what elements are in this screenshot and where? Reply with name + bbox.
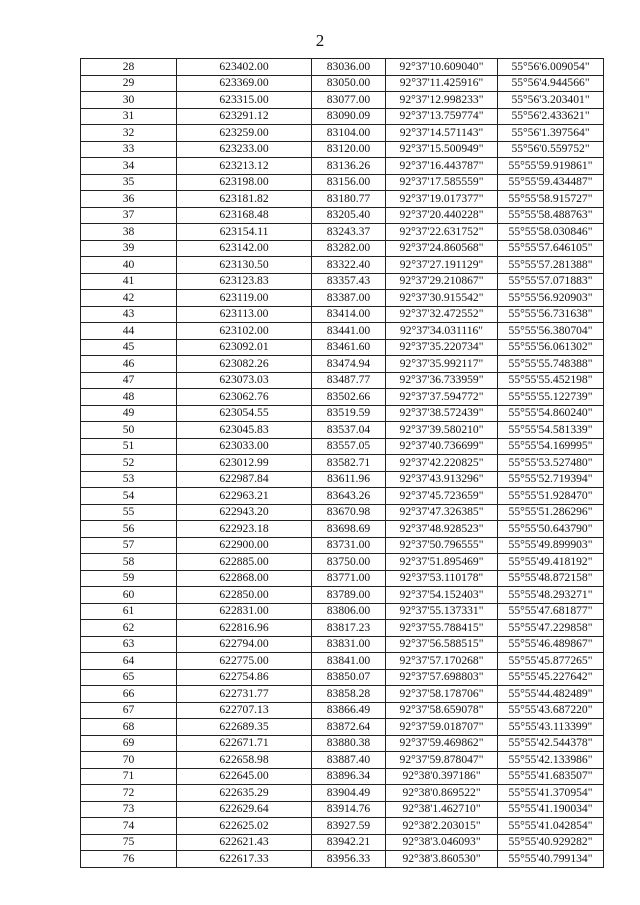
x-coordinate-cell: 622625.02 — [177, 818, 312, 835]
table-row — [81, 455, 604, 472]
x-coordinate-cell: 622850.00 — [177, 587, 312, 604]
longitude-cell: 92°38'2.203015" — [386, 818, 498, 835]
longitude-cell: 92°37'34.031116" — [386, 323, 498, 340]
latitude-cell: 55°55'43.113399" — [498, 719, 604, 736]
y-coordinate-cell: 83205.40 — [312, 207, 386, 224]
y-coordinate-cell: 83817.23 — [312, 620, 386, 637]
table-row — [81, 240, 604, 257]
latitude-cell: 55°55'56.731638" — [498, 306, 604, 323]
longitude-cell: 92°37'57.170268" — [386, 653, 498, 670]
x-coordinate-cell: 622923.18 — [177, 521, 312, 538]
longitude-cell: 92°37'42.220825" — [386, 455, 498, 472]
latitude-cell: 55°55'56.380704" — [498, 323, 604, 340]
longitude-cell: 92°37'19.017377" — [386, 191, 498, 208]
table-row — [81, 405, 604, 422]
table-row — [81, 504, 604, 521]
table-row — [81, 290, 604, 307]
table-row — [81, 224, 604, 241]
point-number-cell: 55 — [81, 504, 177, 521]
latitude-cell: 55°55'42.133986" — [498, 752, 604, 769]
latitude-cell: 55°55'40.929282" — [498, 834, 604, 851]
latitude-cell: 55°55'41.683507" — [498, 768, 604, 785]
latitude-cell: 55°55'52.719394" — [498, 471, 604, 488]
y-coordinate-cell: 83156.00 — [312, 174, 386, 191]
longitude-cell: 92°37'45.723659" — [386, 488, 498, 505]
y-coordinate-cell: 83582.71 — [312, 455, 386, 472]
point-number-cell: 74 — [81, 818, 177, 835]
longitude-cell: 92°37'17.585559" — [386, 174, 498, 191]
y-coordinate-cell: 83414.00 — [312, 306, 386, 323]
x-coordinate-cell: 623119.00 — [177, 290, 312, 307]
latitude-cell: 55°55'51.286296" — [498, 504, 604, 521]
table-row — [81, 587, 604, 604]
table-row — [81, 306, 604, 323]
longitude-cell: 92°37'56.588515" — [386, 636, 498, 653]
point-number-cell: 69 — [81, 735, 177, 752]
longitude-cell: 92°37'38.572439" — [386, 405, 498, 422]
x-coordinate-cell: 622900.00 — [177, 537, 312, 554]
table-row — [81, 372, 604, 389]
point-number-cell: 63 — [81, 636, 177, 653]
x-coordinate-cell: 622671.71 — [177, 735, 312, 752]
y-coordinate-cell: 83942.21 — [312, 834, 386, 851]
point-number-cell: 42 — [81, 290, 177, 307]
latitude-cell: 55°55'41.190034" — [498, 801, 604, 818]
table-row — [81, 686, 604, 703]
table-row — [81, 735, 604, 752]
latitude-cell: 55°55'46.489867" — [498, 636, 604, 653]
point-number-cell: 57 — [81, 537, 177, 554]
longitude-cell: 92°37'20.440228" — [386, 207, 498, 224]
x-coordinate-cell: 622963.21 — [177, 488, 312, 505]
x-coordinate-cell: 623291.12 — [177, 108, 312, 125]
point-number-cell: 60 — [81, 587, 177, 604]
latitude-cell: 55°55'47.229858" — [498, 620, 604, 637]
longitude-cell: 92°37'11.425916" — [386, 75, 498, 92]
longitude-cell: 92°37'16.443787" — [386, 158, 498, 175]
y-coordinate-cell: 83387.00 — [312, 290, 386, 307]
latitude-cell: 55°55'58.488763" — [498, 207, 604, 224]
x-coordinate-cell: 622885.00 — [177, 554, 312, 571]
longitude-cell: 92°37'43.913296" — [386, 471, 498, 488]
latitude-cell: 55°56'6.009054" — [498, 59, 604, 76]
latitude-cell: 55°55'54.860240" — [498, 405, 604, 422]
y-coordinate-cell: 83077.00 — [312, 92, 386, 109]
longitude-cell: 92°37'54.152403" — [386, 587, 498, 604]
x-coordinate-cell: 622775.00 — [177, 653, 312, 670]
latitude-cell: 55°55'59.919861" — [498, 158, 604, 175]
x-coordinate-cell: 622816.96 — [177, 620, 312, 637]
point-number-cell: 65 — [81, 669, 177, 686]
latitude-cell: 55°55'57.281388" — [498, 257, 604, 274]
y-coordinate-cell: 83090.09 — [312, 108, 386, 125]
table-row — [81, 554, 604, 571]
x-coordinate-cell: 622794.00 — [177, 636, 312, 653]
latitude-cell: 55°55'48.872158" — [498, 570, 604, 587]
y-coordinate-cell: 83120.00 — [312, 141, 386, 158]
point-number-cell: 75 — [81, 834, 177, 851]
y-coordinate-cell: 83670.98 — [312, 504, 386, 521]
y-coordinate-cell: 83487.77 — [312, 372, 386, 389]
y-coordinate-cell: 83698.69 — [312, 521, 386, 538]
x-coordinate-cell: 623033.00 — [177, 438, 312, 455]
point-number-cell: 35 — [81, 174, 177, 191]
x-coordinate-cell: 623102.00 — [177, 323, 312, 340]
longitude-cell: 92°37'24.860568" — [386, 240, 498, 257]
table-row — [81, 257, 604, 274]
table-row — [81, 570, 604, 587]
point-number-cell: 51 — [81, 438, 177, 455]
y-coordinate-cell: 83322.40 — [312, 257, 386, 274]
table-row — [81, 818, 604, 835]
latitude-cell: 55°55'41.370954" — [498, 785, 604, 802]
longitude-cell: 92°37'48.928523" — [386, 521, 498, 538]
table-row — [81, 768, 604, 785]
x-coordinate-cell: 622707.13 — [177, 702, 312, 719]
y-coordinate-cell: 83502.66 — [312, 389, 386, 406]
point-number-cell: 33 — [81, 141, 177, 158]
table-row — [81, 636, 604, 653]
table-row — [81, 669, 604, 686]
y-coordinate-cell: 83474.94 — [312, 356, 386, 373]
point-number-cell: 43 — [81, 306, 177, 323]
point-number-cell: 56 — [81, 521, 177, 538]
longitude-cell: 92°37'32.472552" — [386, 306, 498, 323]
y-coordinate-cell: 83282.00 — [312, 240, 386, 257]
longitude-cell: 92°38'3.046093" — [386, 834, 498, 851]
table-row — [81, 851, 604, 868]
point-number-cell: 53 — [81, 471, 177, 488]
x-coordinate-cell: 622635.29 — [177, 785, 312, 802]
x-coordinate-cell: 623154.11 — [177, 224, 312, 241]
y-coordinate-cell: 83243.37 — [312, 224, 386, 241]
longitude-cell: 92°38'0.869522" — [386, 785, 498, 802]
point-number-cell: 29 — [81, 75, 177, 92]
latitude-cell: 55°55'57.071883" — [498, 273, 604, 290]
point-number-cell: 66 — [81, 686, 177, 703]
point-number-cell: 50 — [81, 422, 177, 439]
y-coordinate-cell: 83904.49 — [312, 785, 386, 802]
latitude-cell: 55°55'40.799134" — [498, 851, 604, 868]
table-row — [81, 702, 604, 719]
latitude-cell: 55°55'49.899903" — [498, 537, 604, 554]
latitude-cell: 55°55'47.681877" — [498, 603, 604, 620]
point-number-cell: 67 — [81, 702, 177, 719]
point-number-cell: 72 — [81, 785, 177, 802]
x-coordinate-cell: 623233.00 — [177, 141, 312, 158]
table-row — [81, 75, 604, 92]
longitude-cell: 92°37'15.500949" — [386, 141, 498, 158]
coordinates-table-body — [81, 59, 604, 868]
longitude-cell: 92°37'58.659078" — [386, 702, 498, 719]
point-number-cell: 32 — [81, 125, 177, 142]
latitude-cell: 55°55'43.687220" — [498, 702, 604, 719]
point-number-cell: 41 — [81, 273, 177, 290]
y-coordinate-cell: 83858.28 — [312, 686, 386, 703]
y-coordinate-cell: 83806.00 — [312, 603, 386, 620]
y-coordinate-cell: 83914.76 — [312, 801, 386, 818]
table-row — [81, 488, 604, 505]
longitude-cell: 92°37'14.571143" — [386, 125, 498, 142]
latitude-cell: 55°55'55.748388" — [498, 356, 604, 373]
longitude-cell: 92°38'3.860530" — [386, 851, 498, 868]
x-coordinate-cell: 623062.76 — [177, 389, 312, 406]
x-coordinate-cell: 622831.00 — [177, 603, 312, 620]
y-coordinate-cell: 83789.00 — [312, 587, 386, 604]
y-coordinate-cell: 83050.00 — [312, 75, 386, 92]
table-row — [81, 273, 604, 290]
y-coordinate-cell: 83611.96 — [312, 471, 386, 488]
latitude-cell: 55°56'2.433621" — [498, 108, 604, 125]
x-coordinate-cell: 623045.83 — [177, 422, 312, 439]
latitude-cell: 55°55'49.418192" — [498, 554, 604, 571]
longitude-cell: 92°37'10.609040" — [386, 59, 498, 76]
point-number-cell: 28 — [81, 59, 177, 76]
table-row — [81, 719, 604, 736]
point-number-cell: 62 — [81, 620, 177, 637]
table-row — [81, 207, 604, 224]
table-row — [81, 620, 604, 637]
point-number-cell: 61 — [81, 603, 177, 620]
latitude-cell: 55°55'56.920903" — [498, 290, 604, 307]
point-number-cell: 45 — [81, 339, 177, 356]
table-row — [81, 422, 604, 439]
x-coordinate-cell: 622943.20 — [177, 504, 312, 521]
y-coordinate-cell: 83537.04 — [312, 422, 386, 439]
y-coordinate-cell: 83557.05 — [312, 438, 386, 455]
point-number-cell: 47 — [81, 372, 177, 389]
x-coordinate-cell: 623198.00 — [177, 174, 312, 191]
point-number-cell: 38 — [81, 224, 177, 241]
point-number-cell: 39 — [81, 240, 177, 257]
longitude-cell: 92°37'51.895469" — [386, 554, 498, 571]
y-coordinate-cell: 83104.00 — [312, 125, 386, 142]
table-row — [81, 801, 604, 818]
coordinates-table — [80, 58, 604, 868]
point-number-cell: 48 — [81, 389, 177, 406]
x-coordinate-cell: 623142.00 — [177, 240, 312, 257]
x-coordinate-cell: 622987.84 — [177, 471, 312, 488]
point-number-cell: 64 — [81, 653, 177, 670]
point-number-cell: 73 — [81, 801, 177, 818]
latitude-cell: 55°56'0.559752" — [498, 141, 604, 158]
table-row — [81, 323, 604, 340]
table-row — [81, 389, 604, 406]
table-row — [81, 752, 604, 769]
longitude-cell: 92°37'35.992117" — [386, 356, 498, 373]
x-coordinate-cell: 623012.99 — [177, 455, 312, 472]
x-coordinate-cell: 622617.33 — [177, 851, 312, 868]
latitude-cell: 55°56'1.397564" — [498, 125, 604, 142]
latitude-cell: 55°55'48.293271" — [498, 587, 604, 604]
x-coordinate-cell: 623092.01 — [177, 339, 312, 356]
latitude-cell: 55°55'54.581339" — [498, 422, 604, 439]
longitude-cell: 92°37'27.191129" — [386, 257, 498, 274]
longitude-cell: 92°37'35.220734" — [386, 339, 498, 356]
longitude-cell: 92°37'37.594772" — [386, 389, 498, 406]
table-row — [81, 438, 604, 455]
y-coordinate-cell: 83136.26 — [312, 158, 386, 175]
table-row — [81, 521, 604, 538]
y-coordinate-cell: 83956.33 — [312, 851, 386, 868]
latitude-cell: 55°56'4.944566" — [498, 75, 604, 92]
table-row — [81, 108, 604, 125]
x-coordinate-cell: 623130.50 — [177, 257, 312, 274]
latitude-cell: 55°56'3.203401" — [498, 92, 604, 109]
point-number-cell: 44 — [81, 323, 177, 340]
latitude-cell: 55°55'53.527480" — [498, 455, 604, 472]
x-coordinate-cell: 623213.12 — [177, 158, 312, 175]
table-row — [81, 125, 604, 142]
latitude-cell: 55°55'58.030846" — [498, 224, 604, 241]
point-number-cell: 37 — [81, 207, 177, 224]
x-coordinate-cell: 622645.00 — [177, 768, 312, 785]
x-coordinate-cell: 623082.26 — [177, 356, 312, 373]
x-coordinate-cell: 622754.86 — [177, 669, 312, 686]
y-coordinate-cell: 83841.00 — [312, 653, 386, 670]
table-row — [81, 92, 604, 109]
point-number-cell: 54 — [81, 488, 177, 505]
latitude-cell: 55°55'58.915727" — [498, 191, 604, 208]
longitude-cell: 92°37'55.137331" — [386, 603, 498, 620]
latitude-cell: 55°55'56.061302" — [498, 339, 604, 356]
x-coordinate-cell: 622629.64 — [177, 801, 312, 818]
point-number-cell: 46 — [81, 356, 177, 373]
longitude-cell: 92°37'59.878047" — [386, 752, 498, 769]
longitude-cell: 92°37'50.796555" — [386, 537, 498, 554]
latitude-cell: 55°55'57.646105" — [498, 240, 604, 257]
y-coordinate-cell: 83643.26 — [312, 488, 386, 505]
table-row — [81, 174, 604, 191]
x-coordinate-cell: 622689.35 — [177, 719, 312, 736]
table-row — [81, 59, 604, 76]
longitude-cell: 92°37'53.110178" — [386, 570, 498, 587]
point-number-cell: 31 — [81, 108, 177, 125]
point-number-cell: 59 — [81, 570, 177, 587]
x-coordinate-cell: 622731.77 — [177, 686, 312, 703]
latitude-cell: 55°55'50.643790" — [498, 521, 604, 538]
x-coordinate-cell: 623054.55 — [177, 405, 312, 422]
point-number-cell: 76 — [81, 851, 177, 868]
point-number-cell: 52 — [81, 455, 177, 472]
x-coordinate-cell: 623315.00 — [177, 92, 312, 109]
longitude-cell: 92°37'22.631752" — [386, 224, 498, 241]
x-coordinate-cell: 622621.43 — [177, 834, 312, 851]
x-coordinate-cell: 623113.00 — [177, 306, 312, 323]
y-coordinate-cell: 83731.00 — [312, 537, 386, 554]
point-number-cell: 68 — [81, 719, 177, 736]
longitude-cell: 92°37'59.469862" — [386, 735, 498, 752]
page-number: 2 — [315, 31, 325, 50]
point-number-cell: 40 — [81, 257, 177, 274]
y-coordinate-cell: 83036.00 — [312, 59, 386, 76]
longitude-cell: 92°37'40.736699" — [386, 438, 498, 455]
longitude-cell: 92°38'1.462710" — [386, 801, 498, 818]
point-number-cell: 70 — [81, 752, 177, 769]
table-row — [81, 339, 604, 356]
table-row — [81, 785, 604, 802]
y-coordinate-cell: 83880.38 — [312, 735, 386, 752]
x-coordinate-cell: 623369.00 — [177, 75, 312, 92]
y-coordinate-cell: 83441.00 — [312, 323, 386, 340]
y-coordinate-cell: 83461.60 — [312, 339, 386, 356]
point-number-cell: 36 — [81, 191, 177, 208]
x-coordinate-cell: 622658.98 — [177, 752, 312, 769]
longitude-cell: 92°37'29.210867" — [386, 273, 498, 290]
latitude-cell: 55°55'44.482489" — [498, 686, 604, 703]
x-coordinate-cell: 623123.83 — [177, 273, 312, 290]
table-row — [81, 471, 604, 488]
latitude-cell: 55°55'41.042854" — [498, 818, 604, 835]
longitude-cell: 92°37'13.759774" — [386, 108, 498, 125]
x-coordinate-cell: 623402.00 — [177, 59, 312, 76]
point-number-cell: 30 — [81, 92, 177, 109]
table-row — [81, 191, 604, 208]
latitude-cell: 55°55'55.452198" — [498, 372, 604, 389]
longitude-cell: 92°37'58.178706" — [386, 686, 498, 703]
latitude-cell: 55°55'59.434487" — [498, 174, 604, 191]
latitude-cell: 55°55'42.544378" — [498, 735, 604, 752]
longitude-cell: 92°37'12.998233" — [386, 92, 498, 109]
point-number-cell: 34 — [81, 158, 177, 175]
longitude-cell: 92°37'57.698803" — [386, 669, 498, 686]
y-coordinate-cell: 83896.34 — [312, 768, 386, 785]
point-number-cell: 58 — [81, 554, 177, 571]
x-coordinate-cell: 623181.82 — [177, 191, 312, 208]
table-row — [81, 356, 604, 373]
y-coordinate-cell: 83887.40 — [312, 752, 386, 769]
y-coordinate-cell: 83180.77 — [312, 191, 386, 208]
table-row — [81, 537, 604, 554]
longitude-cell: 92°37'30.915542" — [386, 290, 498, 307]
y-coordinate-cell: 83927.59 — [312, 818, 386, 835]
latitude-cell: 55°55'45.227642" — [498, 669, 604, 686]
longitude-cell: 92°37'36.733959" — [386, 372, 498, 389]
point-number-cell: 49 — [81, 405, 177, 422]
latitude-cell: 55°55'51.928470" — [498, 488, 604, 505]
latitude-cell: 55°55'55.122739" — [498, 389, 604, 406]
y-coordinate-cell: 83831.00 — [312, 636, 386, 653]
x-coordinate-cell: 622868.00 — [177, 570, 312, 587]
longitude-cell: 92°37'39.580210" — [386, 422, 498, 439]
y-coordinate-cell: 83357.43 — [312, 273, 386, 290]
y-coordinate-cell: 83771.00 — [312, 570, 386, 587]
y-coordinate-cell: 83750.00 — [312, 554, 386, 571]
x-coordinate-cell: 623073.03 — [177, 372, 312, 389]
longitude-cell: 92°38'0.397186" — [386, 768, 498, 785]
table-row — [81, 603, 604, 620]
y-coordinate-cell: 83872.64 — [312, 719, 386, 736]
longitude-cell: 92°37'59.018707" — [386, 719, 498, 736]
latitude-cell: 55°55'45.877265" — [498, 653, 604, 670]
table-row — [81, 158, 604, 175]
point-number-cell: 71 — [81, 768, 177, 785]
latitude-cell: 55°55'54.169995" — [498, 438, 604, 455]
x-coordinate-cell: 623168.48 — [177, 207, 312, 224]
y-coordinate-cell: 83850.07 — [312, 669, 386, 686]
y-coordinate-cell: 83519.59 — [312, 405, 386, 422]
table-row — [81, 141, 604, 158]
longitude-cell: 92°37'55.788415" — [386, 620, 498, 637]
longitude-cell: 92°37'47.326385" — [386, 504, 498, 521]
y-coordinate-cell: 83866.49 — [312, 702, 386, 719]
table-row — [81, 653, 604, 670]
table-row — [81, 834, 604, 851]
x-coordinate-cell: 623259.00 — [177, 125, 312, 142]
